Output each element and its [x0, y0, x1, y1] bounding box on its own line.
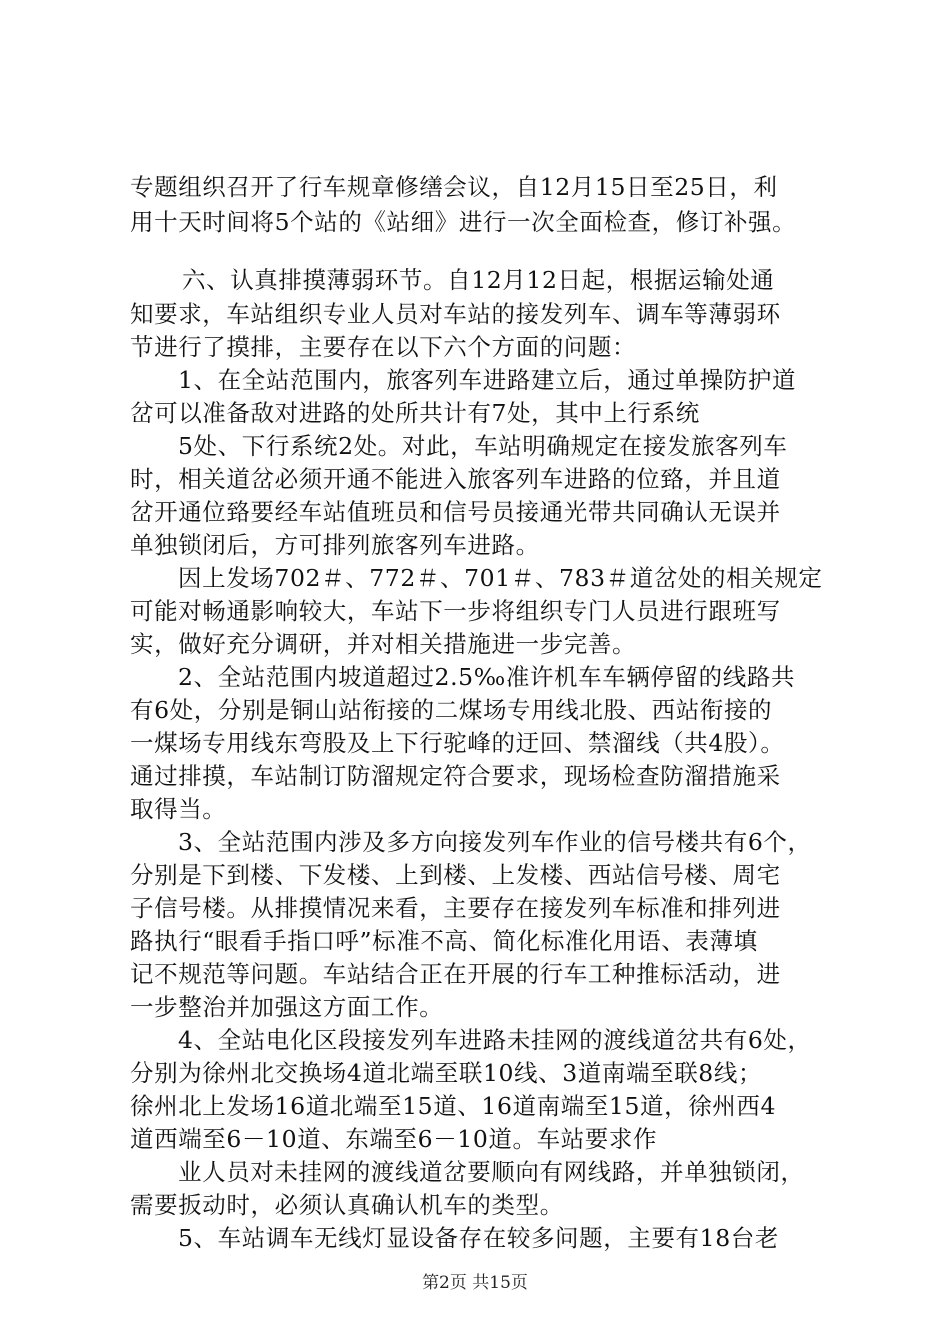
text-line: 岔开通位臵要经车站值班员和信号员接通光带共同确认无误并 [130, 498, 781, 526]
text-line: 时，相关道岔必须开通不能进入旅客列车进路的位臵，并且道 [130, 465, 781, 493]
text-line: 3、全站范围内涉及多方向接发列车作业的信号楼共有6个， [178, 828, 812, 856]
text-line: 取得当。 [130, 795, 227, 823]
text-line: 单独锁闭后，方可排列旅客列车进路。 [130, 531, 540, 559]
text-line: 实，做好充分调研，并对相关措施进一步完善。 [130, 630, 637, 658]
text-line: 节进行了摸排，主要存在以下六个方面的问题： [130, 333, 637, 361]
text-line: 知要求，车站组织专业人员对车站的接发列车、调车等薄弱环 [130, 300, 781, 328]
text-line: 分别是下到楼、下发楼、上到楼、上发楼、西站信号楼、周宅 [130, 861, 781, 889]
text-line: 专题组织召开了行车规章修缮会议，自12月15日至25日，利 [130, 173, 778, 201]
text-line: 道西端至6－10道、东端至6－10道。车站要求作 [130, 1125, 658, 1153]
text-line: 用十天时间将5个站的《站细》进行一次全面检查，修订补强。 [130, 208, 797, 236]
text-line: 5处、下行系统2处。对此，车站明确规定在接发旅客列车 [178, 432, 788, 460]
text-line: 岔可以准备敌对进路的处所共计有7处，其中上行系统 [130, 399, 700, 427]
page-footer: 第2页 共15页 [422, 1273, 528, 1293]
text-line: 可能对畅通影响较大，车站下一步将组织专门人员进行跟班写 [130, 597, 781, 625]
text-line: 5、车站调车无线灯显设备存在较多问题，主要有18台老 [178, 1224, 779, 1252]
paragraph-heading-line: 六、认真排摸薄弱环节。自12月12日起，根据运输处通 [182, 266, 775, 294]
text-line: 业人员对未挂网的渡线道岔要顺向有网线路，并单独锁闭， [178, 1158, 805, 1186]
text-line: 4、全站电化区段接发列车进路未挂网的渡线道岔共有6处， [178, 1026, 812, 1054]
text-line: 通过排摸，车站制订防溜规定符合要求，现场检查防溜措施采 [130, 762, 781, 790]
text-line: 分别为徐州北交换场4道北端至联10线、3道南端至联8线； [130, 1059, 763, 1087]
text-line: 一煤场专用线东弯股及上下行驼峰的迂回、禁溜线（共4股）。 [130, 729, 785, 757]
text-line: 2、全站范围内坡道超过2.5‰准许机车车辆停留的线路共 [178, 663, 796, 691]
text-line: 一步整治并加强这方面工作。 [130, 993, 444, 1021]
text-line: 因上发场702＃、772＃、701＃、783＃道岔处的相关规定 [178, 564, 823, 592]
text-line: 记不规范等问题。车站结合正在开展的行车工种推标活动，进 [130, 960, 781, 988]
text-line: 路执行“眼看手指口呼”标准不高、简化标准化用语、表薄填 [130, 927, 758, 955]
text-line: 1、在全站范围内，旅客列车进路建立后，通过单操防护道 [178, 366, 797, 394]
text-line: 需要扳动时，必须认真确认机车的类型。 [130, 1191, 564, 1219]
text-line: 子信号楼。从排摸情况来看，主要存在接发列车标准和排列进 [130, 894, 781, 922]
text-line: 有6处，分别是铜山站衔接的二煤场专用线北股、西站衔接的 [130, 696, 773, 724]
text-line: 徐州北上发场16道北端至15道、16道南端至15道，徐州西4 [130, 1092, 777, 1120]
